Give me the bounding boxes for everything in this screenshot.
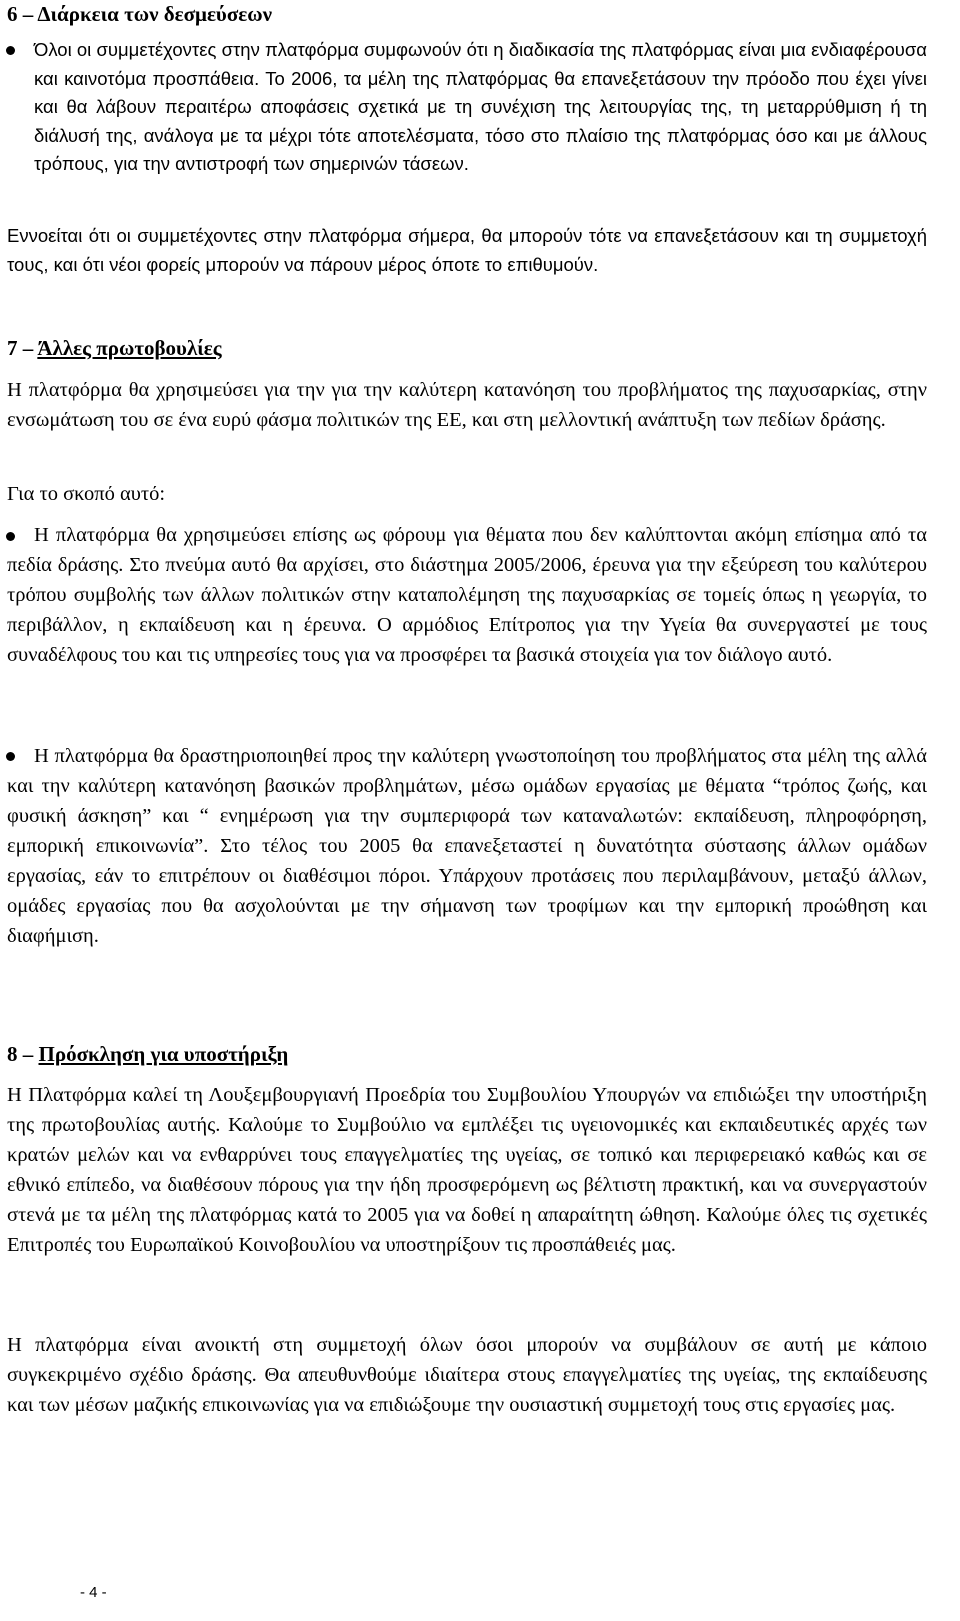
section-7-paragraph-2: Για το σκοπό αυτό: — [7, 483, 166, 505]
section-6-title: Διάρκεια των δεσμεύσεων — [37, 2, 272, 26]
page-number: - 4 - — [80, 1584, 107, 1601]
section-7-bullet-2: Η πλατφόρμα θα δραστηριοποιηθεί προς την καλύτερη γνωστοποίηση του προβλήματος στα μέλη της αλλά και την καλύτερη κατανόηση βασικών προβλημάτων, μέσω ομάδων εργασίας με θέματα “τρόπος ζωής, και φυσική άσκηση” και “ ενημέρωση για την συμπεριφορά των καταναλωτών: εκπαίδευση, πληροφόρηση, εμπορική επικοινωνία”. Στο τέλος του 2005 θα επανεξεταστεί η δυνατότητα σύστασης άλλων ομάδων εργασίας, εάν το επιτρέπουν οι διαθέσιμοι πόροι. Υπάρχουν προτάσεις που περιλαμβάνουν, μεταξύ άλλων, ομάδες εργασίας που θα ασχολούνται με την σήμανση των τροφίμων και την εμπορική προώθηση και διαφήμιση. — [7, 745, 927, 947]
bullet-icon — [6, 46, 15, 55]
section-7-title: Άλλες πρωτοβουλίες — [37, 336, 222, 360]
section-8-heading — [7, 1040, 288, 1068]
section-8-paragraph-2: Η πλατφόρμα είναι ανοικτή στη συμμετοχή όλων όσοι μπορούν να συμβάλουν σε αυτή με κάποιο συγκεκριμένο σχέδιο δράσης. Θα απευθυνθούμε ιδιαίτερα στους επαγγελματίες της υγείας, της εκπαίδευσης και των μέσων μαζικής επικοινωνίας για να επιδιώξουμε την ουσιαστική συμμετοχή τους στις εργασίες μας. — [7, 1334, 927, 1416]
section-8-number: 8 – — [7, 1042, 34, 1066]
section-6-heading — [7, 0, 272, 28]
section-6-number: 6 – — [7, 2, 34, 26]
section-8-title: Πρόσκληση για υποστήριξη — [38, 1042, 289, 1066]
section-6-bullet-1: Όλοι οι συμμετέχοντες στην πλατφόρμα συμφωνούν ότι η διαδικασία της πλατφόρμας είναι μια ενδιαφέρουσα και καινοτόμα προσπάθεια. Το 2006, τα μέλη της πλατφόρμας θα επανεξετάσουν την πρόοδο που έχει γίνει και θα λάβουν περαιτέρω αποφάσεις σχετικά με τη συνέχιση της λειτουργίας της, τη μεταρρύθμιση ή τη διάλυσή της, ανάλογα με τα μέχρι τότε αποτελέσματα, τόσο στο πλαίσιο της πλατφόρμας όσο και με άλλους τρόπους, για την αντιστροφή των σημερινών τάσεων. — [34, 39, 927, 175]
section-7-heading — [7, 334, 222, 362]
section-7-bullet-1: Η πλατφόρμα θα χρησιμεύσει επίσης ως φόρουμ για θέματα που δεν καλύπτονται ακόμη επίσημα από τα πεδία δράσης. Στο πνεύμα αυτό θα αρχίσει, στο διάστημα 2005/2006, έρευνα για την εξεύρεση του καλύτερου τρόπου συμβολής των άλλων πολιτικών στην καταπολέμηση της παχυσαρκίας σε τομείς όπως η γεωργία, το περιβάλλον, η εκπαίδευση και η έρευνα. Ο αρμόδιος Επίτροπος για την Υγεία θα συνεργαστεί με τους συναδέλφους του και τις υπηρεσίες τους για να προσφέρει τα βασικά στοιχεία για τον διάλογο αυτό. — [7, 524, 927, 666]
section-7-number: 7 – — [7, 336, 34, 360]
section-7-paragraph-1: Η πλατφόρμα θα χρησιμεύσει για την για την καλύτερη κατανόηση του προβλήματος της παχυσαρκίας, στην ενσωμάτωση του σε ένα ευρύ φάσμα πολιτικών της ΕΕ, και στη μελλοντική ανάπτυξη των πεδίων δράσης. — [7, 379, 927, 431]
section-8-paragraph-1: Η Πλατφόρμα καλεί τη Λουξεμβουργιανή Προεδρία του Συμβουλίου Υπουργών να επιδιώξει την υποστήριξη της πρωτοβουλίας αυτής. Καλούμε το Συμβούλιο να εμπλέξει τις υγειονομικές και εκπαιδευτικές αρχές των κρατών μελών και να ενθαρρύνει τους επαγγελματίες της υγείας, σε τοπικό και περιφερειακό καθώς και σε εθνικό επίπεδο, να διαθέσουν πόρους για την ήδη προσφερόμενη ως βέλτιστη πρακτική, και να συνεργαστούν στενά με τα μέλη της πλατφόρμας κατά το 2005 για να δοθεί η απαραίτητη ώθηση. Καλούμε όλες τις σχετικές Επιτροπές του Ευρωπαϊκού Κοινοβουλίου να υποστηρίξουν τις προσπάθειές μας. — [7, 1084, 927, 1256]
section-6-paragraph: Εννοείται ότι οι συμμετέχοντες στην πλατφόρμα σήμερα, θα μπορούν τότε να επανεξετάσουν και τη συμμετοχή τους, και ότι νέοι φορείς μπορούν να πάρουν μέρος όποτε το επιθυμούν. — [7, 225, 927, 275]
